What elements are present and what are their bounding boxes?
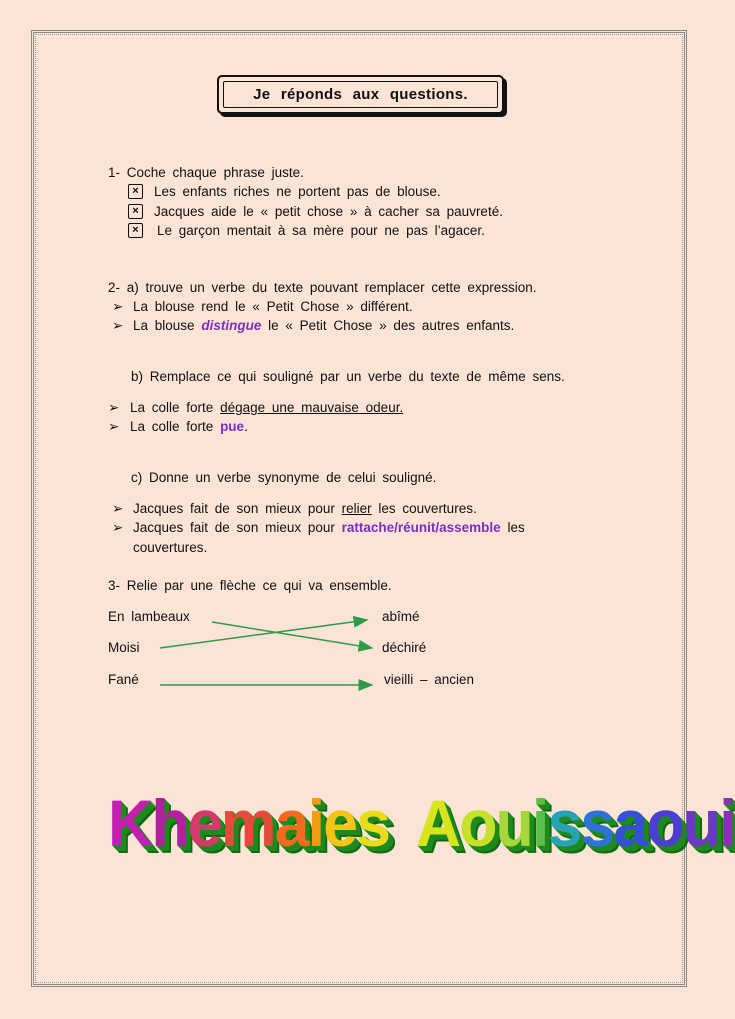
q3-left-2: Moisi bbox=[108, 640, 140, 655]
signature-letter: a bbox=[274, 786, 308, 860]
arrow-en-lambeaux-dechire bbox=[212, 622, 372, 648]
signature-letter: o bbox=[459, 786, 496, 860]
signature-letter: K bbox=[108, 786, 152, 860]
q3-left-1: En lambeaux bbox=[108, 609, 190, 624]
signature-letter: e bbox=[187, 786, 221, 860]
checkbox-2[interactable]: × bbox=[128, 204, 143, 219]
bullet-arrow-icon: ➢ bbox=[112, 299, 124, 314]
q2b-line-2-before: La colle forte bbox=[130, 419, 214, 434]
bullet-arrow-icon: ➢ bbox=[112, 520, 124, 535]
signature-letter: A bbox=[415, 786, 460, 860]
q3-right-3: vieilli – ancien bbox=[384, 672, 475, 687]
q2b-line-1-before: La colle forte bbox=[130, 400, 214, 415]
q1-prompt: 1- Coche chaque phrase juste. bbox=[108, 165, 304, 180]
q3-left-3: Fané bbox=[108, 672, 139, 687]
q2b-line-2-after: . bbox=[244, 419, 248, 434]
signature-letter: h bbox=[151, 786, 188, 860]
q1-item-1: Les enfants riches ne portent pas de blouse. bbox=[154, 184, 441, 199]
signature-letter: m bbox=[220, 786, 275, 860]
q2b-underlined: dégage une mauvaise odeur. bbox=[220, 400, 404, 415]
signature-letter: a bbox=[613, 786, 647, 860]
q2a-line-2-after: le « Petit Chose » des autres enfants. bbox=[268, 318, 515, 333]
signature-letter: e bbox=[323, 786, 357, 860]
signature-logo bbox=[108, 785, 735, 865]
bullet-arrow-icon: ➢ bbox=[108, 419, 120, 434]
signature-letter: i bbox=[307, 786, 324, 860]
signature-letter bbox=[402, 785, 415, 861]
q3-right-2: déchiré bbox=[382, 640, 427, 655]
arrow-moisi-abime bbox=[160, 620, 367, 648]
bullet-arrow-icon: ➢ bbox=[112, 501, 124, 516]
signature-letter bbox=[389, 785, 402, 861]
q2c-line-1-after: les couvertures. bbox=[378, 501, 477, 516]
signature-letter: s bbox=[356, 786, 390, 860]
signature-letter: u bbox=[495, 786, 532, 860]
q2b-answer: pue bbox=[220, 419, 245, 434]
bullet-arrow-icon: ➢ bbox=[108, 400, 120, 415]
q2b-prompt: b) Remplace ce qui souligné par un verbe du texte de même sens. bbox=[131, 369, 565, 384]
checkbox-1[interactable]: × bbox=[128, 184, 143, 199]
q3-prompt: 3- Relie par une flèche ce qui va ensemble. bbox=[108, 578, 392, 593]
q3-right-1: abîmé bbox=[382, 609, 420, 624]
q1-item-3: Le garçon mentait à sa mère pour ne pas l’agacer. bbox=[157, 223, 485, 238]
q2c-underlined: relier bbox=[341, 501, 372, 516]
q2c-line-2-before: Jacques fait de son mieux pour bbox=[133, 520, 335, 535]
q2c-prompt: c) Donne un verbe synonyme de celui souligné. bbox=[131, 470, 437, 485]
signature-letter: o bbox=[646, 786, 683, 860]
checkbox-3[interactable]: × bbox=[128, 223, 143, 238]
q2c-line-2-cont: couvertures. bbox=[133, 540, 208, 555]
q2a-line-1: La blouse rend le « Petit Chose » différent. bbox=[133, 299, 413, 314]
signature-letter: i bbox=[719, 786, 735, 860]
q2c-answer: rattache/réunit/assemble bbox=[341, 520, 501, 535]
q2c-line-1-before: Jacques fait de son mieux pour bbox=[133, 501, 335, 516]
q1-item-2: Jacques aide le « petit chose » à cacher sa pauvreté. bbox=[154, 204, 503, 219]
signature-letter: s bbox=[580, 786, 614, 860]
signature-letter: i bbox=[531, 786, 548, 860]
q2a-prompt: 2- a) trouve un verbe du texte pouvant remplacer cette expression. bbox=[108, 280, 537, 295]
page-title: Je réponds aux questions. bbox=[223, 81, 498, 108]
q2a-answer: distingue bbox=[201, 318, 262, 333]
q2c-line-2-after: les bbox=[507, 520, 525, 535]
q2a-line-2-before: La blouse bbox=[133, 318, 195, 333]
signature-letter: u bbox=[682, 786, 720, 860]
signature-letter: s bbox=[547, 786, 581, 860]
bullet-arrow-icon: ➢ bbox=[112, 318, 124, 333]
